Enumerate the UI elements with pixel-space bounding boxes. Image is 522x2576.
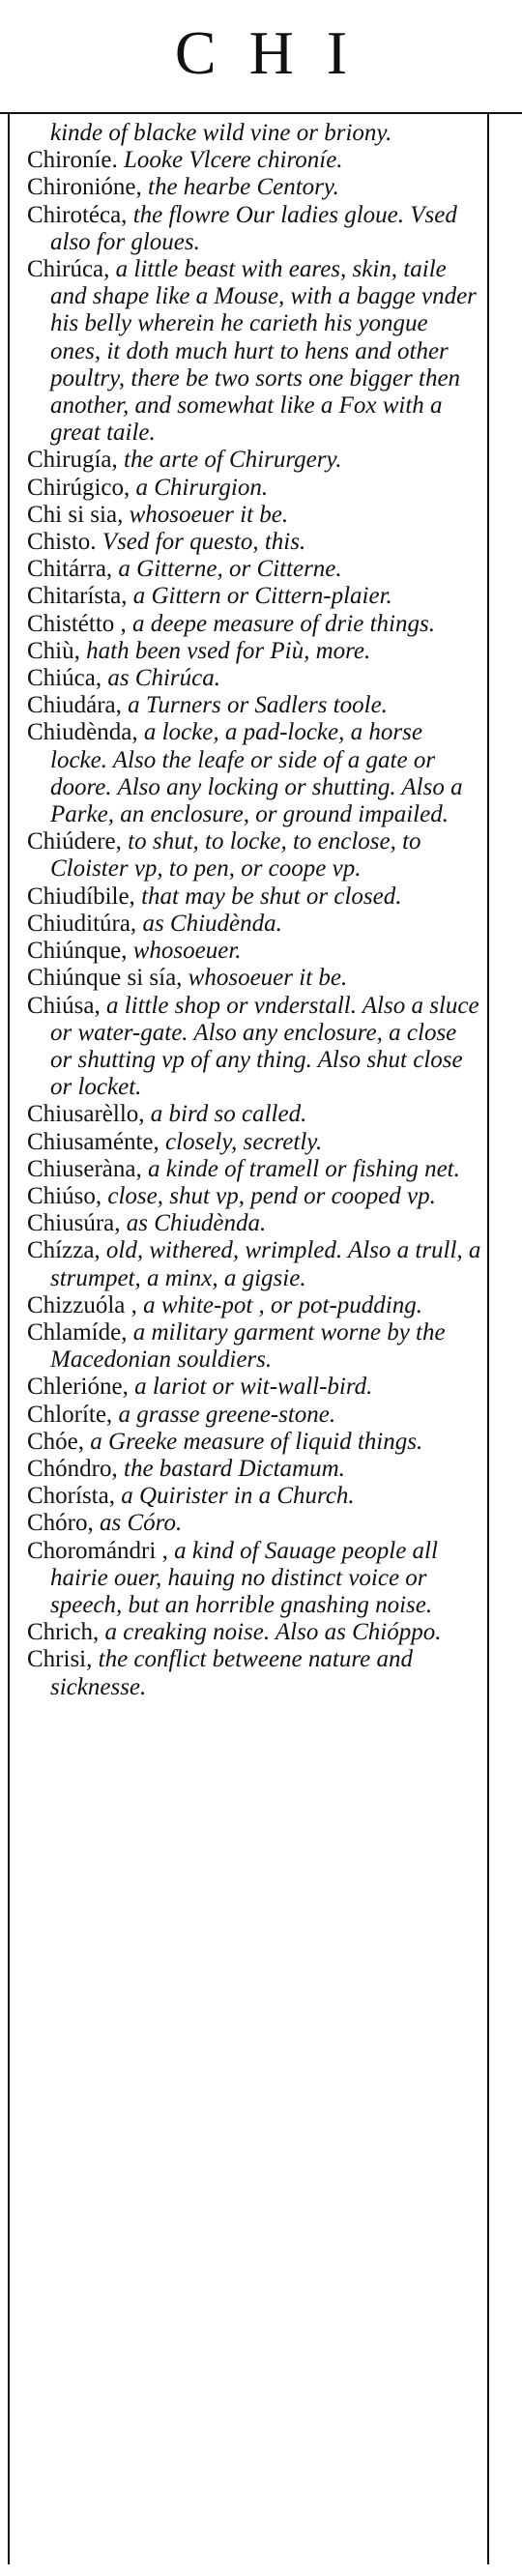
- entry-definition: kinde of blacke wild vine or briony.: [50, 120, 392, 146]
- dictionary-entry: [27, 1483, 481, 1510]
- entry-definition: a bird so called.: [144, 1101, 307, 1128]
- entry-headword: Chiúsa,: [27, 992, 101, 1019]
- page-header: CHI: [174, 18, 381, 87]
- dictionary-entry: [27, 1129, 481, 1156]
- entry-definition: hath been vsed for Più, more.: [79, 637, 371, 664]
- entry-headword: Chitarísta,: [27, 583, 128, 610]
- entry-definition: old, withered, wrimpled. Also a trull, a strumpet, a minx, a gigsie.: [50, 1237, 481, 1291]
- entry-definition: a Quirister in a Church.: [114, 1483, 355, 1510]
- entry-headword: Chrich,: [27, 1619, 100, 1646]
- entry-definition: a kind of Sauage people all hairie ouer, hauing no distinct voice or speech, but an horrible gnashing noise.: [50, 1537, 438, 1618]
- entry-definition: the flowre Our ladies gloue. Vsed also for gloues.: [50, 201, 457, 255]
- dictionary-entry: [27, 1156, 481, 1183]
- dictionary-entry: [27, 502, 481, 529]
- entry-headword: Choromándri ,: [27, 1537, 168, 1564]
- entry-headword: Chironióne,: [27, 174, 142, 201]
- dictionary-entry: [27, 1429, 481, 1456]
- dictionary-entry: [27, 556, 481, 583]
- entry-definition: that may be shut or closed.: [134, 883, 402, 910]
- dictionary-entry: [27, 475, 481, 502]
- entry-definition: a military garment worne by the Macedonian souldiers.: [50, 1318, 446, 1374]
- dictionary-entry: [27, 1374, 481, 1401]
- entry-definition: as Chiudènda.: [120, 1210, 267, 1237]
- dictionary-entry: [27, 828, 481, 883]
- entry-headword: Chiudènda,: [27, 719, 138, 746]
- entry-headword: Chi si sia,: [27, 501, 124, 528]
- dictionary-entry: [27, 1237, 481, 1291]
- entry-definition: a locke, a pad-locke, a horse locke. Also the leafe or side of a gate or doore. Also any locking or shutting. Also a Parke, an enclosure, or ground impailed.: [50, 719, 463, 828]
- dictionary-entry: [27, 965, 481, 992]
- entry-headword: Chiúnque,: [27, 938, 128, 965]
- dictionary-entry: [27, 529, 481, 556]
- entry-definition: a grasse greene-stone.: [112, 1401, 336, 1428]
- entry-headword: Chiusarèllo,: [27, 1101, 145, 1128]
- dictionary-entry: [27, 1619, 481, 1646]
- dictionary-entry: [27, 883, 481, 911]
- dictionary-entry: [27, 1101, 481, 1128]
- entry-definition: Vsed for questo, this.: [96, 529, 306, 556]
- dictionary-entry: [27, 202, 481, 256]
- entry-headword: Chóe,: [27, 1428, 85, 1455]
- entry-headword: Chironíe.: [27, 147, 118, 174]
- dictionary-entry: [27, 665, 481, 692]
- entry-headword: Chiusaménte,: [27, 1128, 160, 1155]
- entry-headword: Chiudára,: [27, 692, 122, 719]
- dictionary-entry: [27, 993, 481, 1102]
- dictionary-entry: [27, 611, 481, 638]
- entry-headword: Chitárra,: [27, 556, 113, 583]
- entry-definition: whosoeuer.: [127, 938, 242, 965]
- entry-definition: Looke Vlcere chironíe.: [117, 147, 343, 174]
- entry-definition: the hearbe Centory.: [141, 174, 339, 201]
- entry-headword: Chirúgico,: [27, 474, 130, 501]
- entry-definition: a creaking noise. Also as Chióppo.: [99, 1619, 442, 1646]
- entry-definition: the conflict betweene nature and sicknesse.: [50, 1646, 413, 1700]
- entry-definition: as Chiudènda.: [136, 910, 282, 937]
- entry-headword: Chorísta,: [27, 1483, 115, 1510]
- entry-headword: Chiúdere,: [27, 828, 122, 855]
- entry-headword: Chlamíde,: [27, 1318, 128, 1346]
- entry-headword: Chóro,: [27, 1510, 94, 1537]
- entry-headword: Chiúnque si sía,: [27, 965, 183, 992]
- entry-headword: Chiúso,: [27, 1182, 102, 1209]
- entry-headword: Chizzuóla ,: [27, 1291, 137, 1318]
- entry-headword: Chiuditúra,: [27, 910, 137, 937]
- entry-definition: a white-pot , or pot-pudding.: [136, 1291, 422, 1318]
- entry-definition: the arte of Chirurgery.: [117, 447, 342, 474]
- dictionary-entry: [27, 447, 481, 474]
- dictionary-entry: [27, 583, 481, 610]
- entry-definition: a little beast with eares, skin, taile and shape like a Mouse, with a bagge vnder his belly wherein he carieth his yongue ones, it doth much hurt to hens and other poultry, there be two sorts one bigger then another, and somewhat like a Fox with a great taile.: [50, 256, 477, 447]
- entry-definition: a deepe measure of drie things.: [126, 610, 435, 637]
- dictionary-entry: [27, 938, 481, 965]
- entry-headword: Chóndro,: [27, 1455, 118, 1482]
- entry-definition: a Gitterne, or Citterne.: [112, 556, 342, 583]
- dictionary-entry: [27, 638, 481, 665]
- dictionary-entry: [27, 1538, 481, 1620]
- dictionary-entry: [27, 692, 481, 719]
- dictionary-entry: [27, 1402, 481, 1429]
- entry-headword: Chízza,: [27, 1237, 101, 1264]
- entry-definition: a Chirurgion.: [130, 474, 269, 501]
- dictionary-entry: [27, 1646, 481, 1700]
- entry-definition: whosoeuer it be.: [182, 965, 348, 992]
- entry-headword: Chistétto ,: [27, 610, 127, 637]
- dictionary-entry: [27, 147, 481, 174]
- entry-definition: a kinde of tramell or fishing net.: [141, 1155, 460, 1182]
- entry-definition: whosoeuer it be.: [123, 501, 289, 528]
- entry-headword: Chiúca,: [27, 665, 102, 692]
- entry-headword: Chirotéca,: [27, 201, 128, 228]
- entry-headword: Chisto.: [27, 529, 97, 556]
- entry-headword: Chiù,: [27, 637, 80, 664]
- entry-definition: a little shop or vnderstall. Also a sluce or water-gate. Also any enclosure, a close or shutting vp of any thing. Also shut close or locket.: [50, 992, 479, 1101]
- dictionary-entry: [27, 719, 481, 828]
- dictionary-entry: [27, 1183, 481, 1210]
- entry-definition: a Turners or Sadlers toole.: [121, 692, 388, 719]
- entry-definition: as Córo.: [93, 1510, 183, 1537]
- entry-headword: Chirúca,: [27, 256, 110, 283]
- dictionary-entry: [27, 1292, 481, 1319]
- entry-definition: a Gittern or Cittern-plaier.: [127, 583, 392, 610]
- dictionary-entry: [27, 120, 481, 147]
- entry-definition: to shut, to locke, to enclose, to Cloister vp, to pen, or coope vp.: [50, 828, 421, 883]
- dictionary-entry: [27, 1456, 481, 1483]
- entry-definition: as Chirúca.: [102, 665, 221, 692]
- entry-definition: a lariot or wit-wall-bird.: [128, 1374, 373, 1401]
- dictionary-entry: [27, 1210, 481, 1237]
- entry-definition: close, shut vp, pend or cooped vp.: [102, 1182, 436, 1209]
- entry-headword: Chiuseràna,: [27, 1155, 142, 1182]
- entry-definition: a Greeke measure of liquid things.: [84, 1428, 423, 1455]
- entry-headword: Chirugía,: [27, 447, 118, 474]
- entry-headword: Chlerióne,: [27, 1374, 129, 1401]
- entry-headword: Chiudíbile,: [27, 883, 135, 910]
- entry-definition: closely, secretly.: [159, 1128, 323, 1155]
- dictionary-entry: [27, 174, 481, 201]
- dictionary-entry: [27, 256, 481, 447]
- entry-definition: the bastard Dictamum.: [117, 1455, 345, 1482]
- dictionary-entry: [27, 911, 481, 938]
- entry-headword: Chloríte,: [27, 1401, 113, 1428]
- dictionary-column: [27, 120, 481, 1701]
- dictionary-entry: [27, 1319, 481, 1374]
- dictionary-entry: [27, 1510, 481, 1537]
- entry-headword: Chrisi,: [27, 1646, 93, 1673]
- entry-headword: Chiusúra,: [27, 1210, 121, 1237]
